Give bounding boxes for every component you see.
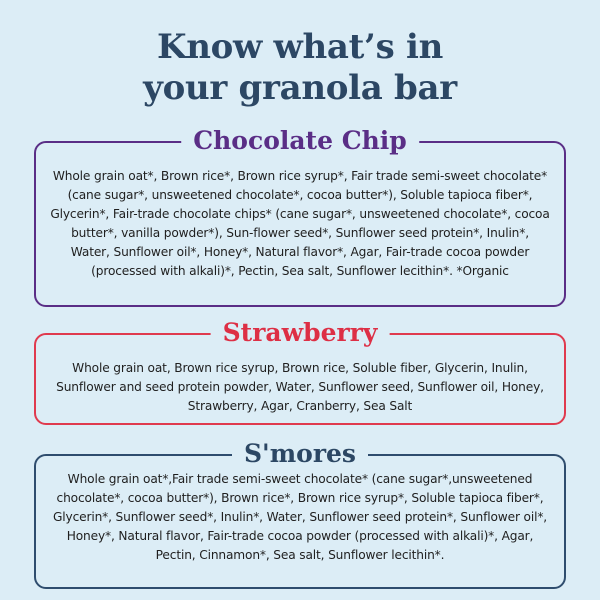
strawberry-title: Strawberry (211, 316, 390, 350)
page-title-line-1: Know what’s in (156, 27, 444, 67)
strawberry-ingredients: Whole grain oat, Brown rice syrup, Brown rice, Soluble fiber, Glycerin, Inulin, Sunflower and seed protein powder, Water, Sunflower seed, Sunflower oil, Honey, Strawberry, Agar, Cranberry, Sea Salt (56, 361, 544, 413)
chocolate-chip-ingredients: Whole grain oat*, Brown rice*, Brown rice syrup*, Fair trade semi-sweet chocolate* (cane sugar*, unsweetened chocolate*, cocoa butter*), Soluble tapioca fiber*, Glycerin*, Fair-trade chocolate chips* (cane sugar*, unsweetened chocolate*, cocoa butter*, vanilla powder*), Sun-flower seed*, Sunflower seed protein*, Inulin*, Water, Sunflower oil*, Honey*, Natural flavor*, Agar, Fair-trade cocoa powder (processed with alkali)*, Pectin, Sea salt, Sunflower lecithin*. *Organic (50, 169, 550, 278)
smores-ingredients: Whole grain oat*,Fair trade semi-sweet chocolate* (cane sugar*,unsweetened chocolate*, cocoa butter*), Brown rice*, Brown rice syrup*, Soluble tapioca fiber*, Glycerin*, Sunflower seed*, Inulin*, Water, Sunflower seed protein*, Sunflower oil*, Honey*, Natural flavor, Fair-trade cocoa powder (processed with alkali)*, Agar, Pectin, Cinnamon*, Sea salt, Sunflower lecithin*. (52, 472, 547, 562)
strawberry-panel (34, 318, 566, 425)
page-title-line-2: your granola bar (143, 68, 457, 108)
chocolate-chip-title: Chocolate Chip (181, 124, 419, 158)
chocolate-chip-panel (34, 126, 566, 307)
smores-title: S'mores (232, 437, 368, 471)
smores-panel (34, 439, 566, 589)
